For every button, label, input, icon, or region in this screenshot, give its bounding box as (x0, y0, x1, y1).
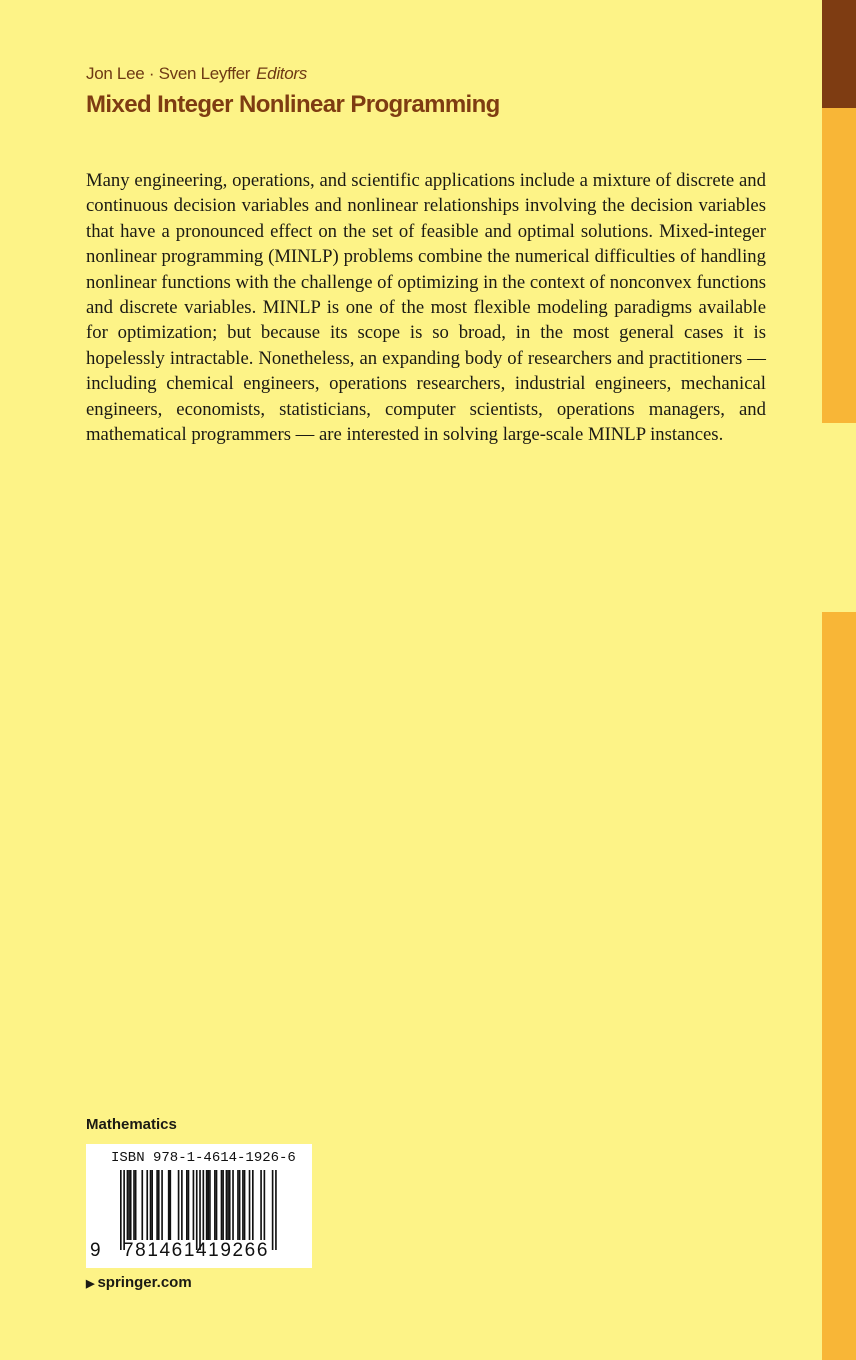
barcode-bar (193, 1170, 195, 1240)
editors-line (86, 64, 307, 84)
barcode-bar (151, 1170, 153, 1240)
barcode-bar (209, 1170, 211, 1240)
barcode-bar (242, 1170, 244, 1240)
barcode-bar (127, 1170, 129, 1240)
barcode-bar (275, 1170, 277, 1250)
barcode-bar (239, 1170, 241, 1240)
barcode-bar (188, 1170, 190, 1240)
barcode-lead-digit: 9 (90, 1240, 101, 1261)
barcode-bar (229, 1170, 231, 1240)
barcode-bar (135, 1170, 137, 1240)
barcode-bar (156, 1170, 158, 1240)
barcode-bar (252, 1170, 254, 1240)
barcode-bar (130, 1170, 132, 1240)
barcode-bar (214, 1170, 216, 1240)
barcode-bar (227, 1170, 229, 1240)
barcode-bar (196, 1170, 198, 1250)
barcode-bar (141, 1170, 143, 1240)
barcode-bar (133, 1170, 135, 1240)
spine-stripe-dark (822, 0, 856, 108)
barcode-bar (161, 1170, 163, 1240)
barcode-bar (232, 1170, 234, 1240)
publisher-website (86, 1274, 192, 1291)
isbn-barcode (86, 1144, 312, 1268)
barcode-bar (221, 1170, 223, 1240)
barcode-bar (249, 1170, 251, 1240)
barcode-bar (272, 1170, 274, 1250)
barcode-bar (237, 1170, 239, 1240)
subject-category: Mathematics (86, 1116, 177, 1133)
barcode-bar (207, 1170, 209, 1240)
barcode-bar (150, 1170, 152, 1240)
barcode-bar (120, 1170, 122, 1250)
barcode-bar (244, 1170, 246, 1240)
barcode-bar (260, 1170, 262, 1240)
editors-role: Editors (256, 64, 307, 83)
editor-names: Jon Lee · Sven Leyffer (86, 64, 251, 83)
barcode-bar (216, 1170, 218, 1240)
barcode-bar (178, 1170, 180, 1240)
barcode-bar (168, 1170, 170, 1240)
barcode-bar (199, 1170, 201, 1250)
barcode-bar (123, 1170, 125, 1250)
book-title: Mixed Integer Nonlinear Programming (86, 91, 500, 118)
book-description: Many engineering, operations, and scientific applications include a mixture of discrete and continuous decision variables and nonlinear relationships involving the decision variables that have a pronounced effect on the set of feasible and optimal solutions. Mixed-integer nonlinear programming (MINLP) problems combine the numerical difficulties of handling nonlinear functions with the challenge of optimizing in the context of nonconvex functions and discrete variables. MINLP is one of the most flexible modeling paradigms available for optimization; but because its scope is so broad, in the most general cases it is hopelessly intractable. Nonetheless, an expanding body of researchers and practitioners — including chemical engineers, operations researchers, industrial engineers, mechanical engineers, economists, statisticians, computer scientists, operations managers, and mathematical programmers — are interested in solving large-scale MINLP instances. (86, 170, 766, 446)
barcode-bar (181, 1170, 183, 1240)
spine-stripe-light-lower (822, 612, 856, 1360)
spine-stripe-light-upper (822, 108, 856, 423)
publisher-website-text: springer.com (97, 1274, 192, 1291)
barcode-bar (128, 1170, 130, 1240)
barcode-bar (186, 1170, 188, 1240)
triangle-right-icon: ▶ (86, 1278, 95, 1290)
barcode-digits: 781461419266 (123, 1240, 270, 1261)
isbn-label: ISBN 978-1-4614-1926-6 (111, 1150, 296, 1166)
barcode-bar (170, 1170, 172, 1240)
barcode-bar (226, 1170, 228, 1240)
barcode-bar (264, 1170, 266, 1240)
barcode-bar (158, 1170, 160, 1240)
barcode-bar (222, 1170, 224, 1240)
barcode-bar (206, 1170, 208, 1240)
barcode-bar (146, 1170, 148, 1240)
barcode-bar (203, 1170, 205, 1240)
